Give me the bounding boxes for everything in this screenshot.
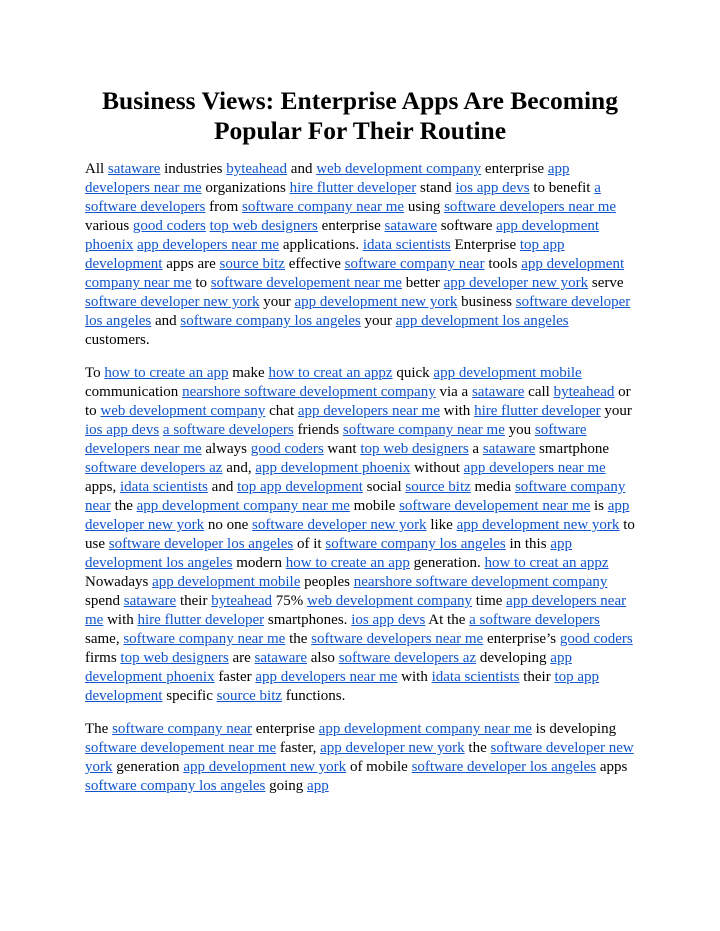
body-text: to benefit xyxy=(529,180,595,196)
hyperlink[interactable]: software developer los angeles xyxy=(411,759,597,775)
body-text: generation. xyxy=(409,555,485,571)
body-text: developing xyxy=(476,650,551,666)
body-text: your xyxy=(600,403,632,419)
hyperlink[interactable]: byteahead xyxy=(226,161,288,177)
body-text: like xyxy=(426,517,457,533)
hyperlink[interactable]: idata scientists xyxy=(120,479,208,495)
body-text: a xyxy=(468,441,483,457)
body-text: At the xyxy=(425,612,470,628)
body-text: the xyxy=(285,631,312,647)
body-text: All xyxy=(85,161,108,177)
hyperlink[interactable]: sataware xyxy=(482,441,536,457)
body-text: going xyxy=(265,778,308,794)
hyperlink[interactable]: app development company near me xyxy=(136,498,350,514)
hyperlink[interactable]: idata scientists xyxy=(431,669,520,685)
body-text: and xyxy=(207,479,238,495)
body-text: want xyxy=(323,441,361,457)
hyperlink[interactable]: software company near xyxy=(85,479,626,514)
body-text: is xyxy=(590,498,608,514)
hyperlink[interactable]: software developers az xyxy=(338,650,477,666)
hyperlink[interactable]: how to create an app xyxy=(285,555,410,571)
hyperlink[interactable]: ios app devs xyxy=(85,422,160,438)
hyperlink[interactable]: software developers az xyxy=(85,460,223,476)
body-text: enterprise xyxy=(317,218,385,234)
hyperlink[interactable]: good coders xyxy=(559,631,633,647)
hyperlink[interactable]: nearshore software development company xyxy=(353,574,608,590)
body-text: their xyxy=(519,669,555,685)
hyperlink[interactable]: how to create an app xyxy=(104,365,229,381)
body-text: via a xyxy=(435,384,472,400)
hyperlink[interactable]: software developer new york xyxy=(252,517,427,533)
body-text: and xyxy=(151,313,181,329)
body-text: serve xyxy=(588,275,624,291)
hyperlink[interactable]: web development company xyxy=(307,593,472,609)
hyperlink[interactable]: top app development xyxy=(85,237,565,272)
hyperlink[interactable]: software developer new york xyxy=(85,740,634,775)
body-text: communication xyxy=(85,384,183,400)
document-title: Business Views: Enterprise Apps Are Becoming Popular For Their Routine xyxy=(102,86,618,145)
hyperlink[interactable]: app development los angeles xyxy=(395,313,569,329)
hyperlink[interactable]: ios app devs xyxy=(455,180,530,196)
body-text: business xyxy=(457,294,516,310)
hyperlink[interactable]: app developers near me xyxy=(85,593,627,628)
hyperlink[interactable]: hire flutter developer xyxy=(474,403,601,419)
hyperlink[interactable]: software developers near me xyxy=(444,199,617,215)
body-text: without xyxy=(410,460,464,476)
hyperlink[interactable]: top web designers xyxy=(209,218,318,234)
hyperlink[interactable]: software company los angeles xyxy=(85,778,266,794)
hyperlink[interactable]: sataware xyxy=(107,161,161,177)
body-text: you xyxy=(504,422,535,438)
body-text: and, xyxy=(222,460,256,476)
hyperlink[interactable]: app developers near me xyxy=(85,161,570,196)
hyperlink[interactable]: app development new york xyxy=(294,294,458,310)
hyperlink[interactable]: nearshore software development company xyxy=(182,384,436,400)
paragraph xyxy=(85,720,635,796)
body-text: specific xyxy=(162,688,217,704)
hyperlink[interactable]: app developer new york xyxy=(320,740,465,756)
body-text: better xyxy=(401,275,444,291)
hyperlink[interactable]: software developers near me xyxy=(85,422,587,457)
hyperlink[interactable]: app developers near me xyxy=(463,460,606,476)
body-text: using xyxy=(404,199,445,215)
body-text: modern xyxy=(232,555,286,571)
hyperlink[interactable]: software company near xyxy=(112,721,253,737)
hyperlink[interactable]: hire flutter developer xyxy=(289,180,417,196)
hyperlink[interactable]: software company near me xyxy=(123,631,286,647)
hyperlink[interactable]: a software developers xyxy=(85,180,601,215)
hyperlink[interactable]: app developers near me xyxy=(297,403,440,419)
body-text: tools xyxy=(484,256,522,272)
body-text: time xyxy=(471,593,507,609)
body-text: software xyxy=(437,218,497,234)
body-text: of mobile xyxy=(346,759,412,775)
body-text: no one xyxy=(204,517,253,533)
body-text: faster xyxy=(214,669,256,685)
hyperlink[interactable]: source bitz xyxy=(219,256,285,272)
hyperlink[interactable]: a software developers xyxy=(469,612,600,628)
body-text: call xyxy=(524,384,554,400)
hyperlink[interactable]: app development phoenix xyxy=(255,460,411,476)
hyperlink[interactable]: byteahead xyxy=(211,593,273,609)
hyperlink[interactable]: app developer new york xyxy=(443,275,589,291)
body-text: make xyxy=(228,365,269,381)
hyperlink[interactable]: software company near me xyxy=(342,422,505,438)
hyperlink[interactable]: software company los angeles xyxy=(180,313,361,329)
body-text: same, xyxy=(85,631,124,647)
hyperlink[interactable]: software developer new york xyxy=(85,294,260,310)
hyperlink[interactable]: how to creat an appz xyxy=(484,555,609,571)
body-text: quick xyxy=(392,365,434,381)
body-text: with xyxy=(439,403,475,419)
paragraph xyxy=(85,160,635,350)
hyperlink[interactable]: software developer los angeles xyxy=(85,294,631,329)
body-text: your xyxy=(360,313,396,329)
body-text: mobile xyxy=(349,498,400,514)
hyperlink[interactable]: web development company xyxy=(100,403,266,419)
hyperlink[interactable]: sataware xyxy=(123,593,177,609)
body-text: peoples xyxy=(300,574,354,590)
body-text: the xyxy=(110,498,137,514)
hyperlink[interactable]: how to creat an appz xyxy=(268,365,393,381)
body-text: their xyxy=(176,593,212,609)
hyperlink[interactable]: web development company xyxy=(316,161,482,177)
body-text: also xyxy=(307,650,339,666)
hyperlink[interactable]: software developement near me xyxy=(399,498,591,514)
hyperlink[interactable]: app developer new york xyxy=(85,498,630,533)
hyperlink[interactable]: app development new york xyxy=(183,759,347,775)
hyperlink[interactable]: software developement near me xyxy=(210,275,402,291)
hyperlink[interactable]: app development company near me xyxy=(318,721,532,737)
hyperlink[interactable]: software company near xyxy=(344,256,485,272)
body-text: effective xyxy=(284,256,345,272)
body-text: or to xyxy=(85,384,631,419)
body-text: friends xyxy=(293,422,343,438)
body-text: generation xyxy=(112,759,184,775)
paragraph xyxy=(85,364,635,706)
hyperlink[interactable]: source bitz xyxy=(216,688,283,704)
body-text: enterprise xyxy=(481,161,548,177)
body-text: To xyxy=(85,365,105,381)
hyperlink[interactable]: top app development xyxy=(85,669,600,704)
hyperlink[interactable]: ios app devs xyxy=(351,612,426,628)
hyperlink[interactable]: app development los angeles xyxy=(85,536,572,571)
body-text: of it xyxy=(293,536,326,552)
body-text: always xyxy=(201,441,251,457)
body-text: firms xyxy=(85,650,121,666)
body-text: smartphones. xyxy=(264,612,352,628)
hyperlink[interactable]: app development mobile xyxy=(152,574,301,590)
body-text: your xyxy=(259,294,295,310)
body-text: faster, xyxy=(276,740,321,756)
hyperlink[interactable]: app development phoenix xyxy=(85,218,600,253)
hyperlink[interactable]: app developers near me xyxy=(137,237,280,253)
body-text: the xyxy=(464,740,491,756)
hyperlink[interactable]: app development phoenix xyxy=(85,650,572,685)
hyperlink[interactable]: app developers near me xyxy=(255,669,398,685)
body-text: apps xyxy=(596,759,628,775)
body-text: Nowadays xyxy=(85,574,153,590)
body-text: media xyxy=(470,479,515,495)
body-text: from xyxy=(205,199,243,215)
body-text: in this xyxy=(505,536,551,552)
hyperlink[interactable]: idata scientists xyxy=(362,237,451,253)
body-text: various xyxy=(85,218,133,234)
hyperlink[interactable]: hire flutter developer xyxy=(137,612,265,628)
body-text: functions. xyxy=(282,688,346,704)
body-text: customers. xyxy=(85,332,150,348)
body-text: to xyxy=(191,275,211,291)
hyperlink[interactable]: good coders xyxy=(132,218,206,234)
body-text: apps are xyxy=(162,256,220,272)
body-text: to use xyxy=(85,517,635,552)
body-text: and xyxy=(287,161,317,177)
hyperlink[interactable]: a software developers xyxy=(162,422,294,438)
hyperlink[interactable]: software developer los angeles xyxy=(108,536,294,552)
hyperlink[interactable]: top app development xyxy=(237,479,363,495)
body-text: applications. xyxy=(279,237,363,253)
body-text: smartphone xyxy=(535,441,610,457)
body-text: 75% xyxy=(272,593,308,609)
hyperlink[interactable]: sataware xyxy=(254,650,308,666)
body-text: with xyxy=(103,612,138,628)
body-text: social xyxy=(362,479,406,495)
hyperlink[interactable]: top web designers xyxy=(360,441,469,457)
hyperlink[interactable]: app development new york xyxy=(456,517,620,533)
body-text: apps, xyxy=(85,479,120,495)
body-text: industries xyxy=(160,161,227,177)
hyperlink[interactable]: app development company near me xyxy=(85,256,625,291)
hyperlink[interactable]: app xyxy=(307,778,329,794)
body-text: stand xyxy=(416,180,456,196)
hyperlink[interactable]: byteahead xyxy=(553,384,615,400)
body-text: chat xyxy=(265,403,298,419)
hyperlink[interactable]: sataware xyxy=(471,384,525,400)
body-text: is developing xyxy=(531,721,617,737)
body-text: Enterprise xyxy=(450,237,520,253)
body-text: enterprise’s xyxy=(483,631,560,647)
body-text: spend xyxy=(85,593,124,609)
body-text: with xyxy=(397,669,432,685)
body-text: are xyxy=(228,650,255,666)
hyperlink[interactable]: sataware xyxy=(384,218,437,234)
hyperlink[interactable]: software company near me xyxy=(242,199,405,215)
hyperlink[interactable]: software developement near me xyxy=(85,740,277,756)
body-text: The xyxy=(85,721,113,737)
hyperlink[interactable]: software developers near me xyxy=(311,631,484,647)
hyperlink[interactable]: source bitz xyxy=(405,479,471,495)
document-body xyxy=(85,160,635,810)
hyperlink[interactable]: top web designers xyxy=(120,650,229,666)
body-text: organizations xyxy=(201,180,290,196)
hyperlink[interactable]: app development mobile xyxy=(433,365,582,381)
body-text: enterprise xyxy=(252,721,319,737)
hyperlink[interactable]: good coders xyxy=(250,441,324,457)
hyperlink[interactable]: software company los angeles xyxy=(325,536,506,552)
